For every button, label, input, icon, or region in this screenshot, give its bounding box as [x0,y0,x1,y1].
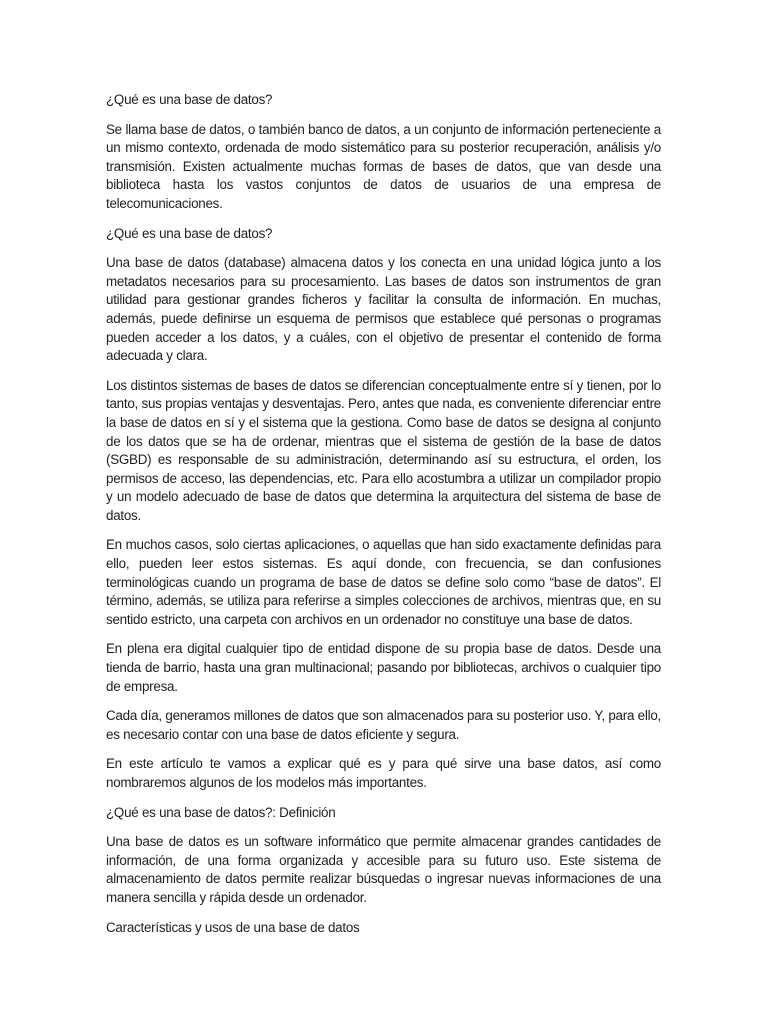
paragraph: En plena era digital cualquier tipo de entidad dispone de su propia base de datos. Desde una tienda de barrio, hasta una gran multinacional; pasando por bibliotecas, archivos o cualquier tipo de empresa. [106,641,661,694]
document-page [106,91,661,948]
paragraph: Una base de datos (database) almacena datos y los conecta en una unidad lógica junto a los metadatos necesarios para su procesamiento. Las bases de datos son instrumentos de gran utilidad para gestionar grandes ficheros y facilitar la consulta de información. En muchas, además, puede definirse un esquema de permisos que establece qué personas o programas pueden acceder a los datos, y a cuáles, con el objetivo de presentar el contenido de forma adecuada y clara. [106,255,661,364]
paragraph: En este artículo te vamos a explicar qué es y para qué sirve una base datos, así como nombraremos algunos de los modelos más importantes. [106,756,661,790]
paragraph: Los distintos sistemas de bases de datos se diferencian conceptualmente entre sí y tienen, por lo tanto, sus propias ventajas y desventajas. Pero, antes que nada, es conveniente diferenciar entre la base de datos en sí y el sistema que la gestiona. Como base de datos se designa al conjunto de los datos que se ha de ordenar, mientras que el sistema de gestión de la base de datos (SGBD) es responsable de su administración, determinando así su estructura, el orden, los permisos de acceso, las dependencias, etc. Para ello acostumbra a utilizar un compilador propio y un modelo adecuado de base de datos que determina la arquitectura del sistema de base de datos. [106,377,661,523]
paragraph: En muchos casos, solo ciertas aplicaciones, o aquellas que han sido exactamente definidas para ello, pueden leer estos sistemas. Es aquí donde, con frecuencia, se dan confusiones terminológicas cuando un programa de base de datos se define solo como “base de datos”. El término, además, se utiliza para referirse a simples colecciones de archivos, mientras que, en su sentido estricto, una carpeta con archivos en un ordenador no constituye una base de datos. [106,537,661,627]
paragraph: Una base de datos es un software informático que permite almacenar grandes cantidades de información, de una forma organizada y accesible para su futuro uso. Este sistema de almacenamiento de datos permite realizar búsquedas o ingresar nuevas informaciones de una manera sencilla y rápida desde un ordenador. [106,834,661,905]
section-heading: ¿Qué es una base de datos? [106,92,273,107]
section-heading: ¿Qué es una base de datos? [106,225,273,241]
paragraph: Se llama base de datos, o también banco de datos, a un conjunto de información perteneciente a un mismo contexto, ordenada de modo sistemático para su posterior recuperación, análisis y/o transmisión. Existen actualmente muchas formas de bases de datos, que van desde una biblioteca hasta los vastos conjuntos de datos de usuarios de una empresa de telecomunicaciones. [106,121,661,211]
paragraph: Cada día, generamos millones de datos que son almacenados para su posterior uso. Y, para ello, es necesario contar con una base de datos eficiente y segura. [106,708,661,742]
section-heading: ¿Qué es una base de datos?: Definición [106,804,336,820]
section-heading: Características y usos de una base de datos [106,919,360,935]
